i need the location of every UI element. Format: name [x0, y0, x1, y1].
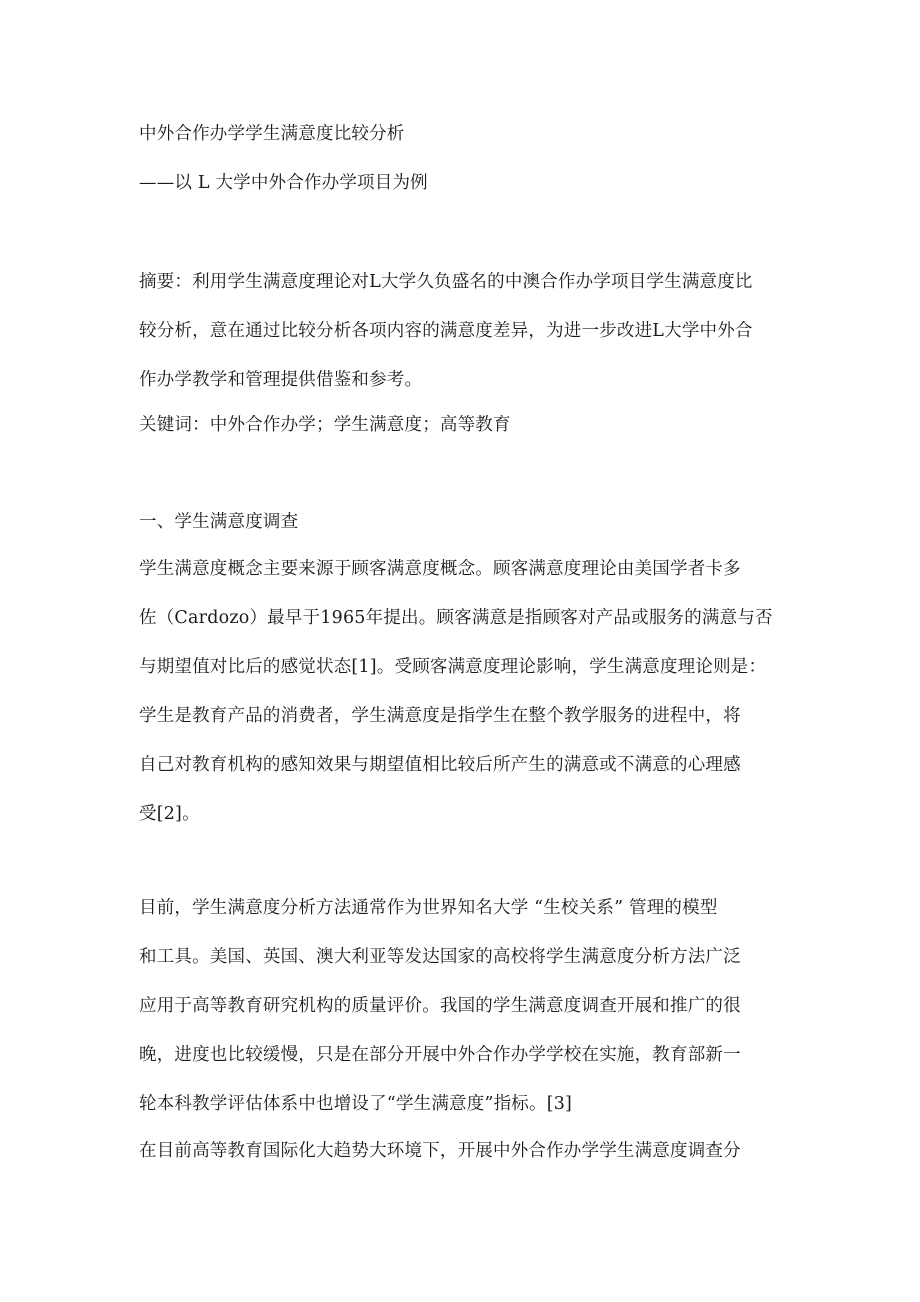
- abstract-line: 较分析，意在通过比较分析各项内容的满意度差异，为进一步改进L大学中外合: [139, 321, 753, 341]
- document-subtitle: ——以 L 大学中外合作办学项目为例: [139, 173, 428, 193]
- paragraph-line: 学生满意度概念主要来源于顾客满意度概念。顾客满意度理论由美国学者卡多: [139, 559, 741, 579]
- paragraph-line: 自己对教育机构的感知效果与期望值相比较后所产生的满意或不满意的心理感: [139, 755, 741, 775]
- paragraph-line: 与期望值对比后的感觉状态[1]。受顾客满意度理论影响，学生满意度理论则是：: [139, 657, 767, 677]
- paragraph-line: 应用于高等教育研究机构的质量评价。我国的学生满意度调查开展和推广的很: [139, 996, 741, 1016]
- paragraph-line: 佐（Cardozo）最早于1965年提出。顾客满意是指顾客对产品或服务的满意与否: [139, 608, 773, 628]
- abstract-line: 作办学教学和管理提供借鉴和参考。: [139, 370, 423, 390]
- paragraph-line: 在目前高等教育国际化大趋势大环境下，开展中外合作办学学生满意度调查分: [139, 1141, 741, 1161]
- paragraph-line: 目前，学生满意度分析方法通常作为世界知名大学 “生校关系” 管理的模型: [139, 898, 718, 918]
- paragraph-line: 受[2]。: [139, 804, 200, 824]
- keywords: 关键词：中外合作办学；学生满意度；高等教育: [139, 415, 511, 435]
- paragraph-line: 晚，进度也比较缓慢，只是在部分开展中外合作办学学校在实施，教育部新一: [139, 1045, 741, 1065]
- paragraph-line: 学生是教育产品的消费者，学生满意度是指学生在整个教学服务的进程中，将: [139, 706, 741, 726]
- document-title: 中外合作办学学生满意度比较分析: [139, 124, 405, 144]
- paragraph-line: 轮本科教学评估体系中也增设了“学生满意度”指标。[3]: [139, 1094, 573, 1114]
- abstract-line: 摘要：利用学生满意度理论对L大学久负盛名的中澳合作办学项目学生满意度比: [139, 272, 753, 292]
- section-heading: 一、学生满意度调查: [139, 512, 299, 532]
- paragraph-line: 和工具。美国、英国、澳大利亚等发达国家的高校将学生满意度分析方法广泛: [139, 947, 741, 967]
